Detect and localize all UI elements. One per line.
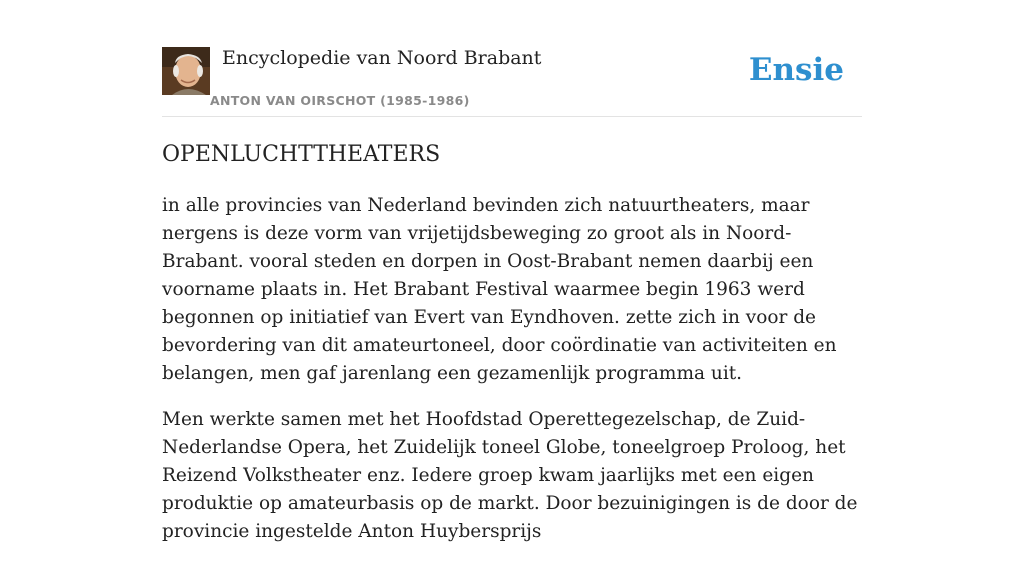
entry-body (162, 192, 867, 564)
author-avatar[interactable] (162, 47, 210, 95)
body-paragraph: Men werkte samen met het Hoofdstad Operettegezelschap, de Zuid-Nederlandse Opera, het Zuidelijk toneel Globe, toneelgroep Proloog, het Reizend Volkstheater enz. Iedere groep kwam jaarlijks met een eigen produktie op amateurbasis op de markt. Door bezuinigingen is de door de provincie ingestelde Anton Huybersprijs (162, 409, 858, 542)
source-title[interactable]: Encyclopedie van Noord Brabant (222, 47, 542, 69)
entry-header (162, 46, 862, 117)
author-portrait-icon (162, 47, 210, 95)
author-name[interactable]: ANTON VAN OIRSCHOT (1985-1986) (210, 93, 470, 108)
entry-title: OPENLUCHTTHEATERS (162, 142, 441, 167)
ensie-logo[interactable]: Ensie (748, 52, 844, 88)
body-paragraph: in alle provincies van Nederland bevinden zich natuurtheaters, maar nergens is deze vorm van vrijetijdsbeweging zo groot als in Noord-Brabant. vooral steden en dorpen in Oost-Brabant nemen daarbij een voorname plaats in. Het Brabant Festival waarmee begin 1963 werd begonnen op initiatief van Evert van Eyndhoven. zette zich in voor de bevordering van dit amateurtoneel, door coördinatie van activiteiten en belangen, men gaf jarenlang een gezamenlijk programma uit. (162, 195, 837, 384)
